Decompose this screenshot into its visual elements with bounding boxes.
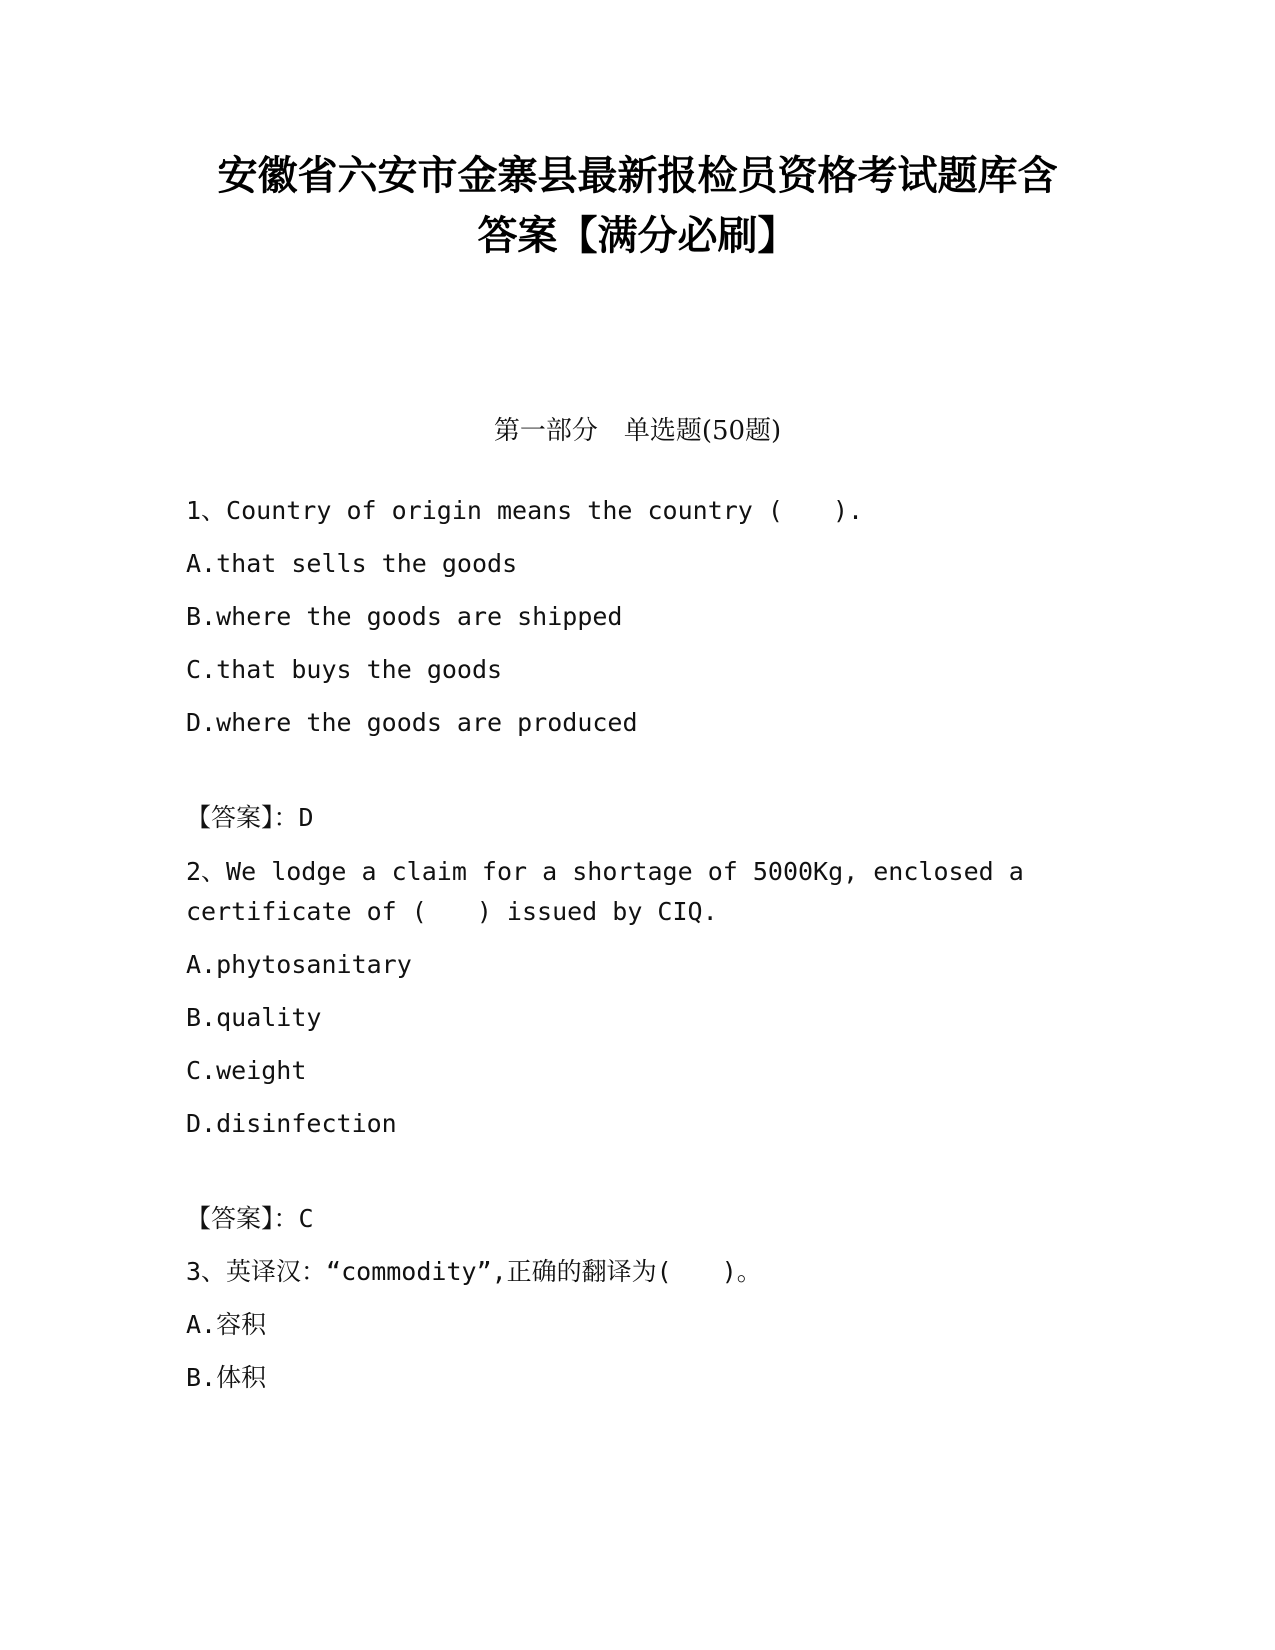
- question-2-stem-line-2: certificate of ( ) issued by CIQ.: [186, 897, 718, 926]
- question-2-option-d: D.disinfection: [186, 1109, 397, 1138]
- title-line-2: 答案【满分必刷】: [477, 212, 798, 259]
- question-2-option-a: A.phytosanitary: [186, 950, 412, 979]
- question-2-option-c: C.weight: [186, 1056, 307, 1085]
- document-title: [150, 146, 1125, 266]
- question-3-option-a: A.容积: [186, 1310, 267, 1339]
- question-1-option-b: B.where the goods are shipped: [186, 602, 623, 631]
- question-2-answer: 【答案】：C: [186, 1204, 314, 1233]
- question-1-option-c: C.that buys the goods: [186, 655, 503, 684]
- title-line-1: 安徽省六安市金寨县最新报检员资格考试题库含: [217, 152, 1058, 199]
- question-2-stem-line-1: 2、We lodge a claim for a shortage of 5000Kg, enclosed a: [186, 857, 1024, 886]
- question-3-option-b: B.体积: [186, 1363, 267, 1392]
- question-3-stem: 3、英译汉：“commodity”,正确的翻译为( )。: [186, 1257, 762, 1286]
- section-heading: 第一部分 单选题(50题): [493, 416, 782, 446]
- question-2-option-b: B.quality: [186, 1003, 322, 1032]
- question-1-option-a: A.that sells the goods: [186, 549, 518, 578]
- question-1-option-d: D.where the goods are produced: [186, 708, 638, 737]
- question-1-answer: 【答案】：D: [186, 803, 314, 832]
- question-1-stem: 1、Country of origin means the country ( ).: [186, 496, 864, 525]
